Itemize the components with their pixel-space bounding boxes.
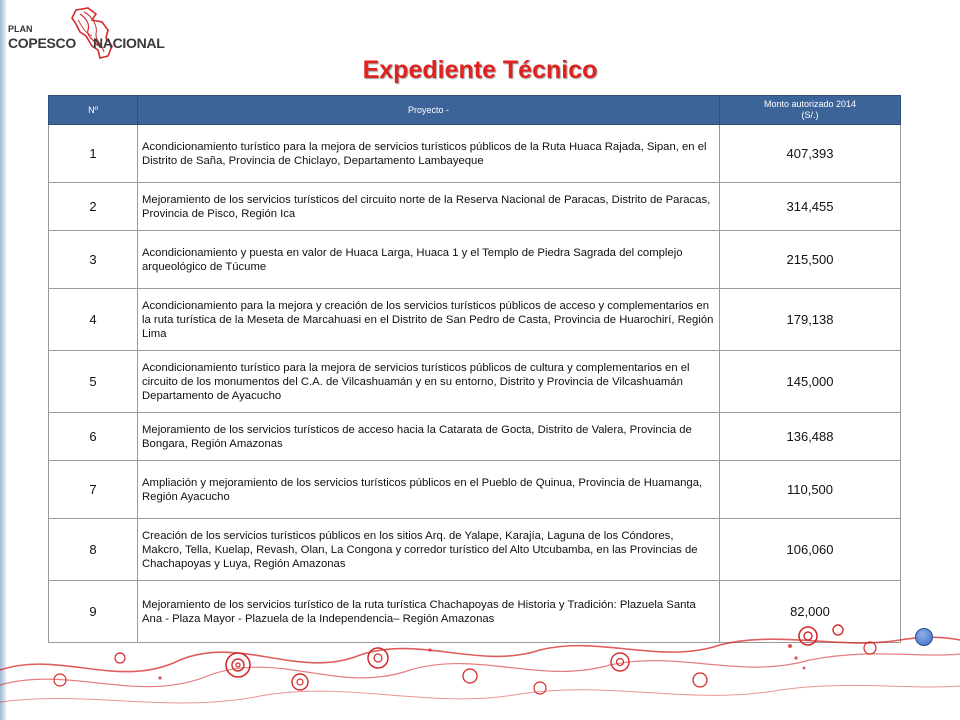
- row-amount: 82,000: [720, 581, 901, 643]
- row-project: Acondicionamiento para la mejora y creación de los servicios turísticos públicos de acceso y complementarios en la ruta turística de la Meseta de Marcahuasi en el Distrito de San Pedro de Casta, Provincia de Huarochirí, Región Lima: [138, 289, 720, 351]
- table-row: [49, 183, 901, 231]
- row-num: 2: [49, 183, 138, 231]
- row-num: 4: [49, 289, 138, 351]
- row-num: 8: [49, 519, 138, 581]
- row-num: 1: [49, 125, 138, 183]
- table-row: [49, 461, 901, 519]
- row-num: 7: [49, 461, 138, 519]
- row-amount: 106,060: [720, 519, 901, 581]
- row-project: Mejoramiento de los servicios turísticos de acceso hacia la Catarata de Gocta, Distrito de Valera, Provincia de Bongara, Región Amazonas: [138, 413, 720, 461]
- logo-nacional-text: NACIONAL: [93, 35, 165, 51]
- row-num: 9: [49, 581, 138, 643]
- decorative-swirl-footer: [0, 610, 960, 720]
- row-project: Ampliación y mejoramiento de los servicios turísticos públicos en el Pueblo de Quinua, Provincia de Huamanga, Región Ayacucho: [138, 461, 720, 519]
- table-row: [49, 413, 901, 461]
- table-row: [49, 289, 901, 351]
- table-row: [49, 519, 901, 581]
- row-project: Acondicionamiento turístico para la mejora de servicios turísticos públicos de la Ruta Huaca Rajada, Sipan, en el Distrito de Saña, Provincia de Chiclayo, Departamento Lambayeque: [138, 125, 720, 183]
- peru-map-logo-icon: [62, 6, 122, 62]
- row-project: Mejoramiento de los servicios turísticos del circuito norte de la Reserva Nacional de Paracas, Distrito de Paracas, Provincia de Pisco, Región Ica: [138, 183, 720, 231]
- row-project: Acondicionamiento y puesta en valor de Huaca Larga, Huaca 1 y el Templo de Piedra Sagrada del complejo arqueológico de Túcume: [138, 231, 720, 289]
- projects-table: [48, 95, 901, 643]
- page-title: Expediente Técnico: [362, 56, 598, 84]
- row-amount: 407,393: [720, 125, 901, 183]
- row-num: 5: [49, 351, 138, 413]
- row-project: Acondicionamiento turístico para la mejora de servicios turísticos públicos de cultura y complementarios en el circuito de los monumentos del C.A. de Vilcashuamán y en su entorno, Distrito y Provincia de Vilcashuamán Departamento de Ayacucho: [138, 351, 720, 413]
- row-project: Creación de los servicios turísticos públicos en los sitios Arq. de Yalape, Karajía, Laguna de los Cóndores, Makcro, Tella, Kuelap, Revash, Olan, La Congona y corredor turístico del Alto Utcubamba, en las Provincias de Chachapoyas y Luya, Región Amazonas: [138, 519, 720, 581]
- table-header-row: [49, 96, 901, 125]
- header-num: Nº: [49, 96, 138, 125]
- row-project: Mejoramiento de los servicios turístico de la ruta turística Chachapoyas de Historia y Tradición: Plazuela Santa Ana - Plaza Mayor - Plazuela de la Independencia– Región Amazonas: [138, 581, 720, 643]
- table-row: [49, 125, 901, 183]
- slide-nav-button[interactable]: [915, 628, 933, 646]
- row-amount: 145,000: [720, 351, 901, 413]
- row-amount: 110,500: [720, 461, 901, 519]
- row-amount: 179,138: [720, 289, 901, 351]
- row-num: 6: [49, 413, 138, 461]
- row-amount: 215,500: [720, 231, 901, 289]
- logo-copesco-text: COPESCO: [8, 35, 76, 51]
- row-amount: 314,455: [720, 183, 901, 231]
- row-amount: 136,488: [720, 413, 901, 461]
- table-row: [49, 351, 901, 413]
- row-num: 3: [49, 231, 138, 289]
- table-row: [49, 231, 901, 289]
- header-project: Proyecto -: [138, 96, 720, 125]
- logo-plan-text: PLAN: [8, 24, 33, 34]
- header-amount: Monto autorizado 2014 (S/.): [720, 96, 901, 125]
